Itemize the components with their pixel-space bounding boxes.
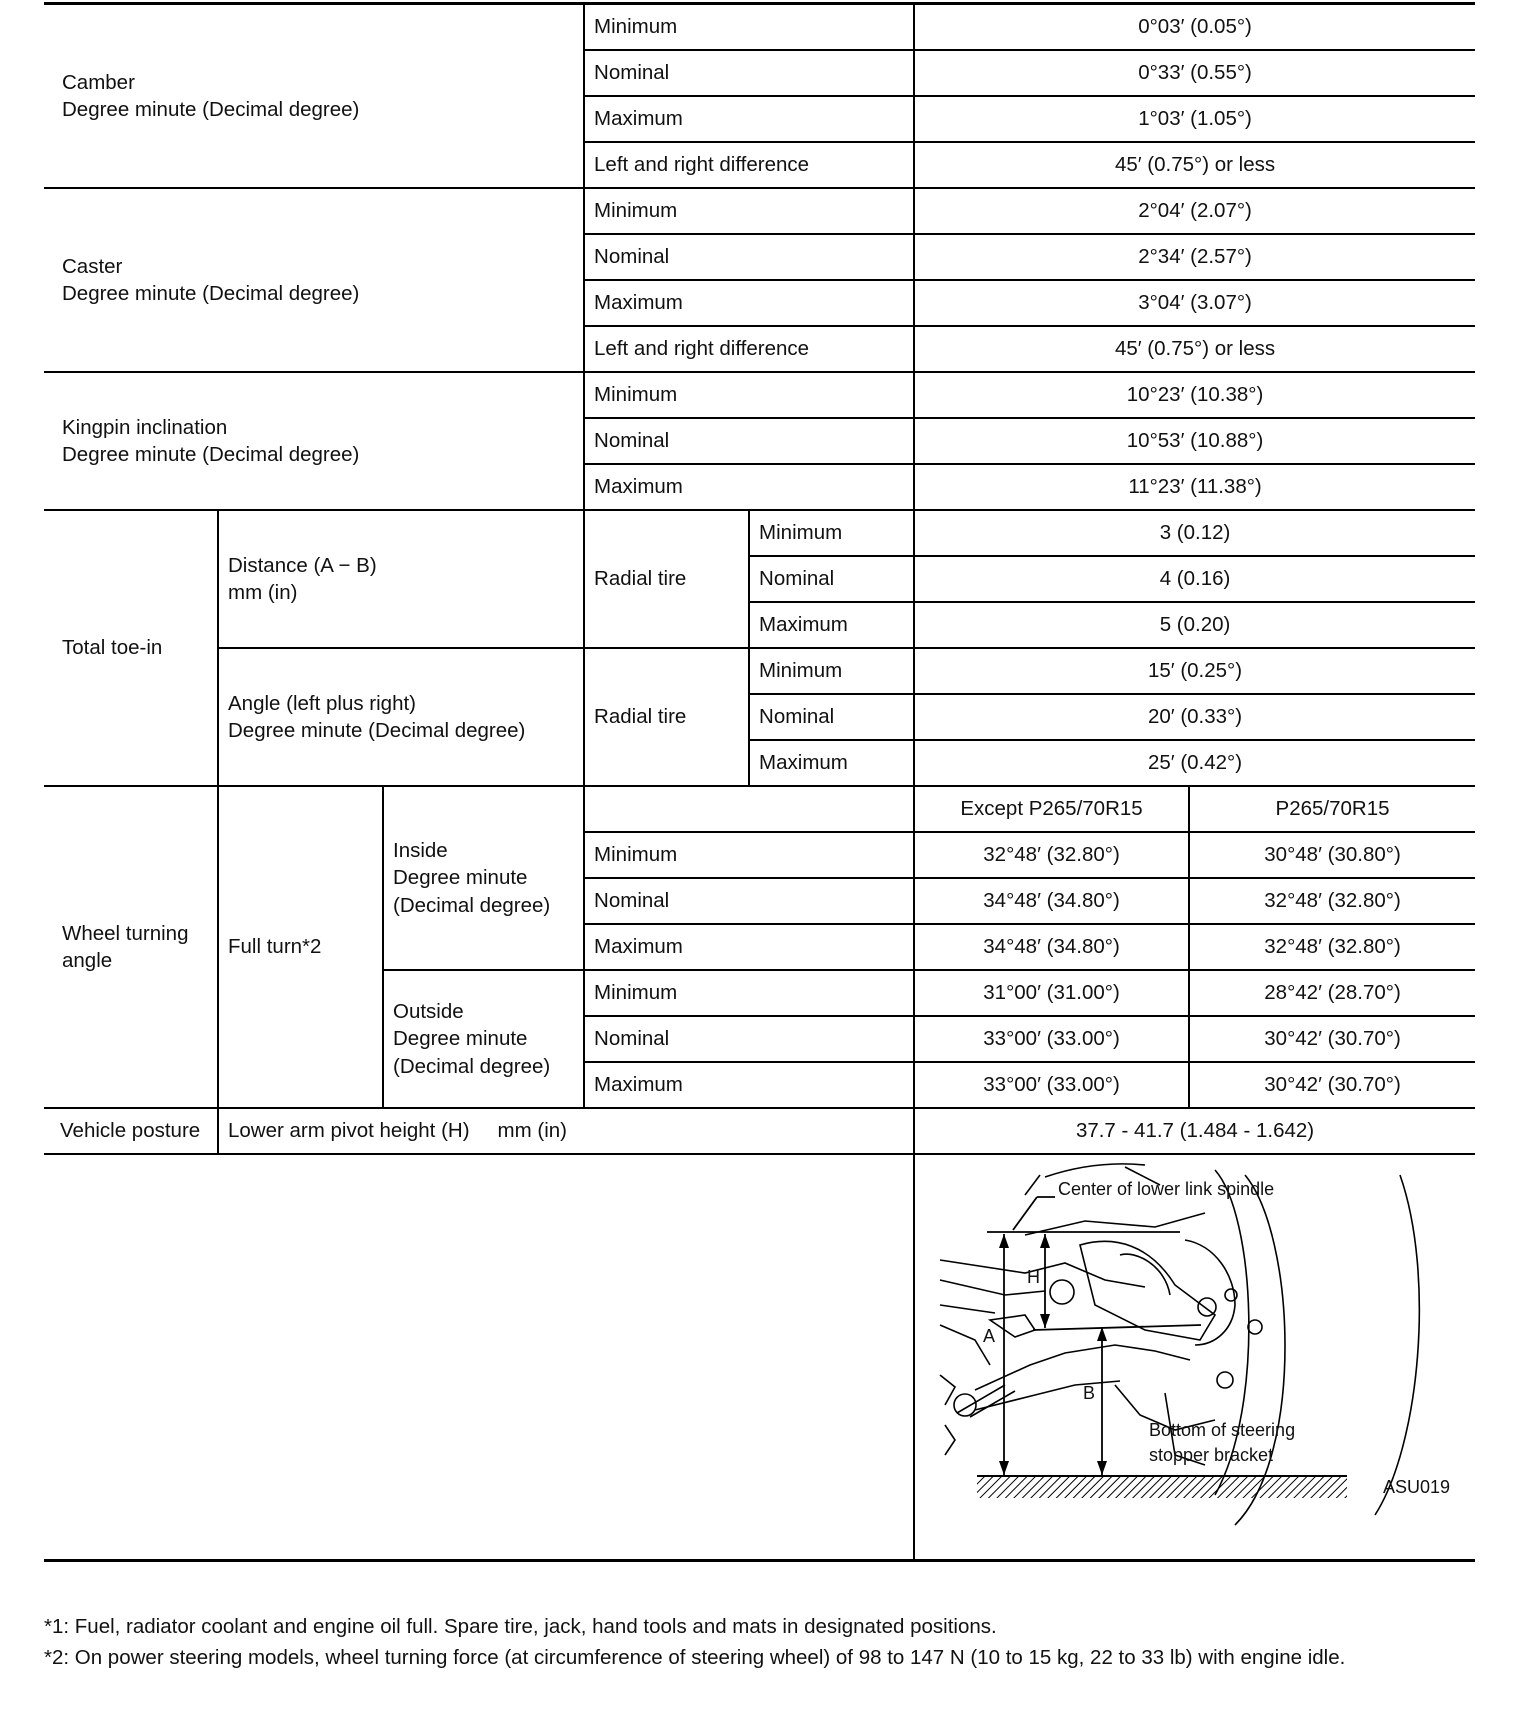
toe-item-label: Maximum bbox=[749, 602, 914, 648]
turning-item-label: Nominal bbox=[584, 878, 914, 924]
outside-label: Outside Degree minute (Decimal degree) bbox=[383, 970, 584, 1108]
toe-item-label: Nominal bbox=[749, 556, 914, 602]
turning-value-p265: 30°42′ (30.70°) bbox=[1189, 1016, 1475, 1062]
vehicle-posture-label: Vehicle posture bbox=[44, 1108, 218, 1154]
turning-value-p265: 32°48′ (32.80°) bbox=[1189, 878, 1475, 924]
camber-item-value: 1°03′ (1.05°) bbox=[914, 96, 1475, 142]
label-a: A bbox=[983, 1326, 996, 1346]
label-center-spindle: Center of lower link spindle bbox=[1058, 1179, 1275, 1199]
header-blank-cell bbox=[584, 786, 914, 832]
turning-value-except: 34°48′ (34.80°) bbox=[914, 878, 1189, 924]
caster-item-value: 3°04′ (3.07°) bbox=[914, 280, 1475, 326]
caster-item-label: Maximum bbox=[584, 280, 914, 326]
toe-item-label: Minimum bbox=[749, 510, 914, 556]
caster-item-value: 45′ (0.75°) or less bbox=[914, 326, 1475, 372]
toe-angle-tire: Radial tire bbox=[584, 648, 749, 786]
caster-item-label: Left and right difference bbox=[584, 326, 914, 372]
turning-value-except: 33°00′ (33.00°) bbox=[914, 1062, 1189, 1108]
kingpin-item-value: 10°23′ (10.38°) bbox=[914, 372, 1475, 418]
turning-value-except: 32°48′ (32.80°) bbox=[914, 832, 1189, 878]
turning-item-label: Nominal bbox=[584, 1016, 914, 1062]
toe-item-value: 5 (0.20) bbox=[914, 602, 1475, 648]
turning-item-label: Maximum bbox=[584, 1062, 914, 1108]
figure-code: ASU019 bbox=[1383, 1477, 1451, 1497]
caster-item-value: 2°34′ (2.57°) bbox=[914, 234, 1475, 280]
camber-item-label: Left and right difference bbox=[584, 142, 914, 188]
toe-item-label: Maximum bbox=[749, 740, 914, 786]
toe-item-value: 15′ (0.25°) bbox=[914, 648, 1475, 694]
figure-blank-area bbox=[44, 1154, 914, 1561]
camber-item-value: 45′ (0.75°) or less bbox=[914, 142, 1475, 188]
toe-item-value: 25′ (0.42°) bbox=[914, 740, 1475, 786]
camber-item-value: 0°33′ (0.55°) bbox=[914, 50, 1475, 96]
toe-item-label: Nominal bbox=[749, 694, 914, 740]
caster-label: Caster Degree minute (Decimal degree) bbox=[44, 188, 584, 372]
toe-angle-label: Angle (left plus right) Degree minute (Decimal degree) bbox=[218, 648, 584, 786]
turning-value-p265: 32°48′ (32.80°) bbox=[1189, 924, 1475, 970]
turning-item-label: Maximum bbox=[584, 924, 914, 970]
footnotes bbox=[44, 1614, 1475, 1676]
toe-in-label: Total toe-in bbox=[44, 510, 218, 786]
turning-value-p265: 30°42′ (30.70°) bbox=[1189, 1062, 1475, 1108]
full-turn-label: Full turn*2 bbox=[218, 786, 383, 1108]
kingpin-item-value: 11°23′ (11.38°) bbox=[914, 464, 1475, 510]
turning-value-except: 33°00′ (33.00°) bbox=[914, 1016, 1189, 1062]
wheel-turning-label: Wheel turning angle bbox=[44, 786, 218, 1108]
label-bottom-bracket-2: stopper bracket bbox=[1149, 1445, 1274, 1465]
turning-value-p265: 28°42′ (28.70°) bbox=[1189, 970, 1475, 1016]
label-bottom-bracket-1: Bottom of steering bbox=[1149, 1420, 1296, 1440]
toe-item-value: 20′ (0.33°) bbox=[914, 694, 1475, 740]
tire-outline bbox=[1215, 1170, 1419, 1525]
toe-item-value: 4 (0.16) bbox=[914, 556, 1475, 602]
ground-hatch bbox=[977, 1476, 1347, 1498]
inside-label: Inside Degree minute (Decimal degree) bbox=[383, 786, 584, 970]
kingpin-item-label: Minimum bbox=[584, 372, 914, 418]
turning-item-label: Minimum bbox=[584, 970, 914, 1016]
label-h: H bbox=[1027, 1267, 1041, 1287]
turning-item-label: Minimum bbox=[584, 832, 914, 878]
toe-item-value: 3 (0.12) bbox=[914, 510, 1475, 556]
toe-distance-tire: Radial tire bbox=[584, 510, 749, 648]
kingpin-item-label: Maximum bbox=[584, 464, 914, 510]
kingpin-label: Kingpin inclination Degree minute (Decimal degree) bbox=[44, 372, 584, 510]
figure-row bbox=[44, 1154, 1475, 1561]
col-header-except: Except P265/70R15 bbox=[914, 786, 1189, 832]
wheel-turning-header-row bbox=[44, 786, 1475, 832]
footnote-1: *1: Fuel, radiator coolant and engine oil full. Spare tire, jack, hand tools and mats in designated positions. bbox=[44, 1615, 997, 1638]
suspension-diagram bbox=[915, 1155, 1476, 1559]
label-b: B bbox=[1083, 1383, 1096, 1403]
pivot-height-label: Lower arm pivot height (H) mm (in) bbox=[218, 1108, 914, 1154]
toe-in-row bbox=[44, 648, 1475, 694]
camber-row bbox=[44, 4, 1475, 51]
caster-item-value: 2°04′ (2.07°) bbox=[914, 188, 1475, 234]
turning-value-except: 31°00′ (31.00°) bbox=[914, 970, 1189, 1016]
kingpin-item-value: 10°53′ (10.88°) bbox=[914, 418, 1475, 464]
caster-item-label: Minimum bbox=[584, 188, 914, 234]
kingpin-item-label: Nominal bbox=[584, 418, 914, 464]
turning-value-except: 34°48′ (34.80°) bbox=[914, 924, 1189, 970]
camber-item-label: Minimum bbox=[584, 4, 914, 51]
col-header-p265: P265/70R15 bbox=[1189, 786, 1475, 832]
toe-in-row bbox=[44, 510, 1475, 556]
footnote-2: *2: On power steering models, wheel turning force (at circumference of steering wheel) of 98 to 147 N (10 to 15 kg, 22 to 33 lb) with engine idle. bbox=[44, 1646, 1346, 1670]
alignment-spec-table bbox=[44, 2, 1475, 1562]
kingpin-row bbox=[44, 372, 1475, 418]
toe-distance-label: Distance (A − B) mm (in) bbox=[218, 510, 584, 648]
camber-item-value: 0°03′ (0.05°) bbox=[914, 4, 1475, 51]
toe-item-label: Minimum bbox=[749, 648, 914, 694]
camber-item-label: Maximum bbox=[584, 96, 914, 142]
caster-item-label: Nominal bbox=[584, 234, 914, 280]
camber-label: Camber Degree minute (Decimal degree) bbox=[44, 4, 584, 189]
caster-row bbox=[44, 188, 1475, 234]
vehicle-posture-row bbox=[44, 1108, 1475, 1154]
pivot-height-figure bbox=[914, 1154, 1475, 1561]
pivot-height-value: 37.7 - 41.7 (1.484 - 1.642) bbox=[914, 1108, 1475, 1154]
turning-value-p265: 30°48′ (30.80°) bbox=[1189, 832, 1475, 878]
camber-item-label: Nominal bbox=[584, 50, 914, 96]
